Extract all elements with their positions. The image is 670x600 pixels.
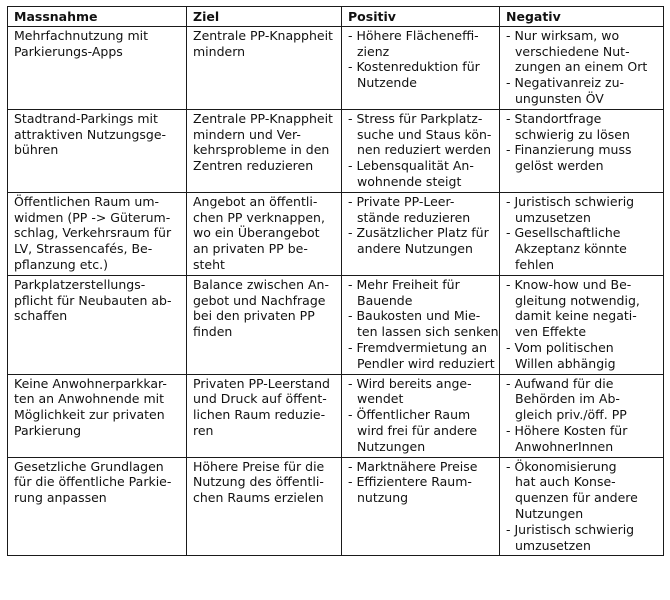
cell-line: pflicht für Neubauten ab- [14,292,172,308]
cell-line: Zentren reduzieren [193,158,314,174]
cell-ziel [187,26,342,109]
cell-line: suche und Staus kön- [357,126,492,142]
cell-massnahme [8,109,187,192]
cell-line: stände reduzieren [357,209,471,225]
cell-line: steht [193,256,225,272]
cell-line: gleitung notwendig, [515,292,640,308]
table-row [8,374,664,457]
cell-positiv [342,192,500,275]
table-row [8,457,664,556]
cell-line: nen reduziert werden [357,142,492,158]
cell-line: - Marktnähere Preise [348,458,478,474]
cell-line: attraktiven Nutzungsge- [14,126,167,142]
cell-line: Nutzungen [515,505,584,521]
cell-ziel [187,374,342,457]
cell-line: - Nur wirksam, wo [506,27,620,43]
cell-line: - Zusätzlicher Platz für [348,225,489,241]
cell-line: hat auch Konse- [515,474,616,490]
cell-line: umzusetzen [515,209,591,225]
cell-line: Höhere Preise für die [193,458,325,474]
cell-line: zungen an einem Ort [515,59,648,75]
cell-line: andere Nutzungen [357,241,473,257]
cell-line: umzusetzen [515,537,591,553]
cell-line: Pendler wird reduziert [357,355,495,371]
cell-ziel [187,192,342,275]
cell-line: - Vom politischen [506,339,614,355]
cell-line: schwierig zu lösen [515,126,630,142]
table-row [8,109,664,192]
cell-line: gelöst werden [515,158,604,174]
cell-line: fehlen [515,256,555,272]
cell-line: finden [193,324,233,340]
cell-ziel [187,275,342,374]
cell-line: - Juristisch schwierig [506,521,635,537]
cell-massnahme [8,26,187,109]
cell-line: Akzeptanz könnte [515,241,627,257]
cell-line: ten lassen sich senken [357,324,499,340]
cell-positiv [342,275,500,374]
cell-line: - Baukosten und Mie- [348,308,481,324]
cell-line: an privaten PP be- [193,241,308,257]
cell-massnahme [8,275,187,374]
cell-line: Angebot an öffentli- [193,193,318,209]
header-row [8,7,664,27]
cell-line: LV, Strassencafés, Be- [14,241,153,257]
cell-line: wendet [357,391,404,407]
cell-massnahme [8,457,187,556]
cell-line: - Negativanreiz zu- [506,75,625,91]
cell-line: wird frei für andere [357,422,478,438]
header-ziel: Ziel [187,7,342,27]
cell-line: verschiedene Nut- [515,43,630,59]
cell-line: - Private PP-Leer- [348,193,455,209]
cell-line: - Stress für Parkplatz- [348,110,483,126]
cell-line: ren [193,422,214,438]
cell-ziel [187,109,342,192]
cell-line: Willen abhängig [515,355,616,371]
cell-line: - Höhere Flächeneffi- [348,27,479,43]
cell-line: für die öffentliche Parkie- [14,474,172,490]
cell-line: - Effizientere Raum- [348,474,472,490]
header-positiv: Positiv [342,7,500,27]
cell-line: - Lebensqualität An- [348,158,474,174]
cell-negativ [500,109,664,192]
cell-line: mindern [193,43,246,59]
cell-line: nutzung [357,490,409,506]
cell-negativ [500,457,664,556]
cell-line: - Finanzierung muss [506,142,632,158]
cell-line: Nutzung des öffentli- [193,474,324,490]
cell-line: und Druck auf öffent- [193,391,327,407]
cell-line: gebot und Nachfrage [193,292,326,308]
cell-ziel [187,457,342,556]
cell-negativ [500,374,664,457]
cell-massnahme [8,374,187,457]
cell-line: Balance zwischen An- [193,276,329,292]
cell-positiv [342,457,500,556]
cell-line: Nutzungen [357,438,426,454]
table-row [8,26,664,109]
cell-line: zienz [357,43,390,59]
cell-negativ [500,275,664,374]
cell-line: - Ökonomisierung [506,458,617,474]
cell-line: mindern und Ver- [193,126,301,142]
cell-line: schlag, Verkehrsraum für [14,225,172,241]
cell-line: bühren [14,142,59,158]
cell-line: Keine Anwohnerparkkar- [14,375,167,391]
cell-line: - Know-how und Be- [506,276,632,292]
cell-negativ [500,26,664,109]
measures-table [7,6,664,556]
cell-positiv [342,109,500,192]
cell-line: Öffentlichen Raum um- [14,193,160,209]
cell-line: schaffen [14,308,68,324]
cell-line: ungunsten ÖV [515,90,604,106]
cell-line: - Kostenreduktion für [348,59,480,75]
cell-line: - Fremdvermietung an [348,339,488,355]
cell-line: Zentrale PP-Knappheit [193,110,333,126]
cell-massnahme [8,192,187,275]
cell-line: - Mehr Freiheit für [348,276,460,292]
cell-line: rung anpassen [14,490,107,506]
cell-line: - Wird bereits ange- [348,375,472,391]
header-negativ: Negativ [500,7,664,27]
cell-line: - Öffentlicher Raum [348,407,471,423]
cell-line: wo ein Überangebot [193,225,320,241]
cell-positiv [342,26,500,109]
cell-line: wohnende steigt [357,173,462,189]
cell-line: pflanzung etc.) [14,256,109,272]
cell-line: bei den privaten PP [193,308,315,324]
cell-line: - Standortfrage [506,110,602,126]
cell-line: Privaten PP-Leerstand [193,375,330,391]
cell-negativ [500,192,664,275]
table-row [8,275,664,374]
table-body [8,26,664,556]
cell-line: quenzen für andere [515,490,638,506]
cell-line: chen PP verknappen, [193,209,325,225]
cell-line: ven Effekte [515,324,587,340]
cell-line: Parkplatzerstellungs- [14,276,146,292]
cell-line: kehrsprobleme in den [193,142,330,158]
cell-line: Zentrale PP-Knappheit [193,27,333,43]
cell-line: Nutzende [357,75,417,91]
cell-line: damit keine negati- [515,308,637,324]
header-massnahme: Massnahme [8,7,187,27]
cell-line: Parkierungs-Apps [14,43,123,59]
cell-line: widmen (PP -> Güterum- [14,209,171,225]
cell-line: Möglichkeit zur privaten [14,407,165,423]
cell-line: Behörden im Ab- [515,391,620,407]
cell-line: Gesetzliche Grundlagen [14,458,164,474]
cell-line: AnwohnerInnen [515,438,614,454]
cell-line: Stadtrand-Parkings mit [14,110,158,126]
cell-line: Mehrfachnutzung mit [14,27,149,43]
cell-positiv [342,374,500,457]
cell-line: - Gesellschaftliche [506,225,621,241]
cell-line: Parkierung [14,422,82,438]
cell-line: gleich priv./öff. PP [515,407,627,423]
cell-line: - Aufwand für die [506,375,614,391]
table-row [8,192,664,275]
cell-line: lichen Raum reduzie- [193,407,326,423]
cell-line: - Juristisch schwierig [506,193,635,209]
cell-line: chen Raums erzielen [193,490,324,506]
cell-line: - Höhere Kosten für [506,422,628,438]
cell-line: Bauende [357,292,413,308]
cell-line: ten an Anwohnende mit [14,391,164,407]
